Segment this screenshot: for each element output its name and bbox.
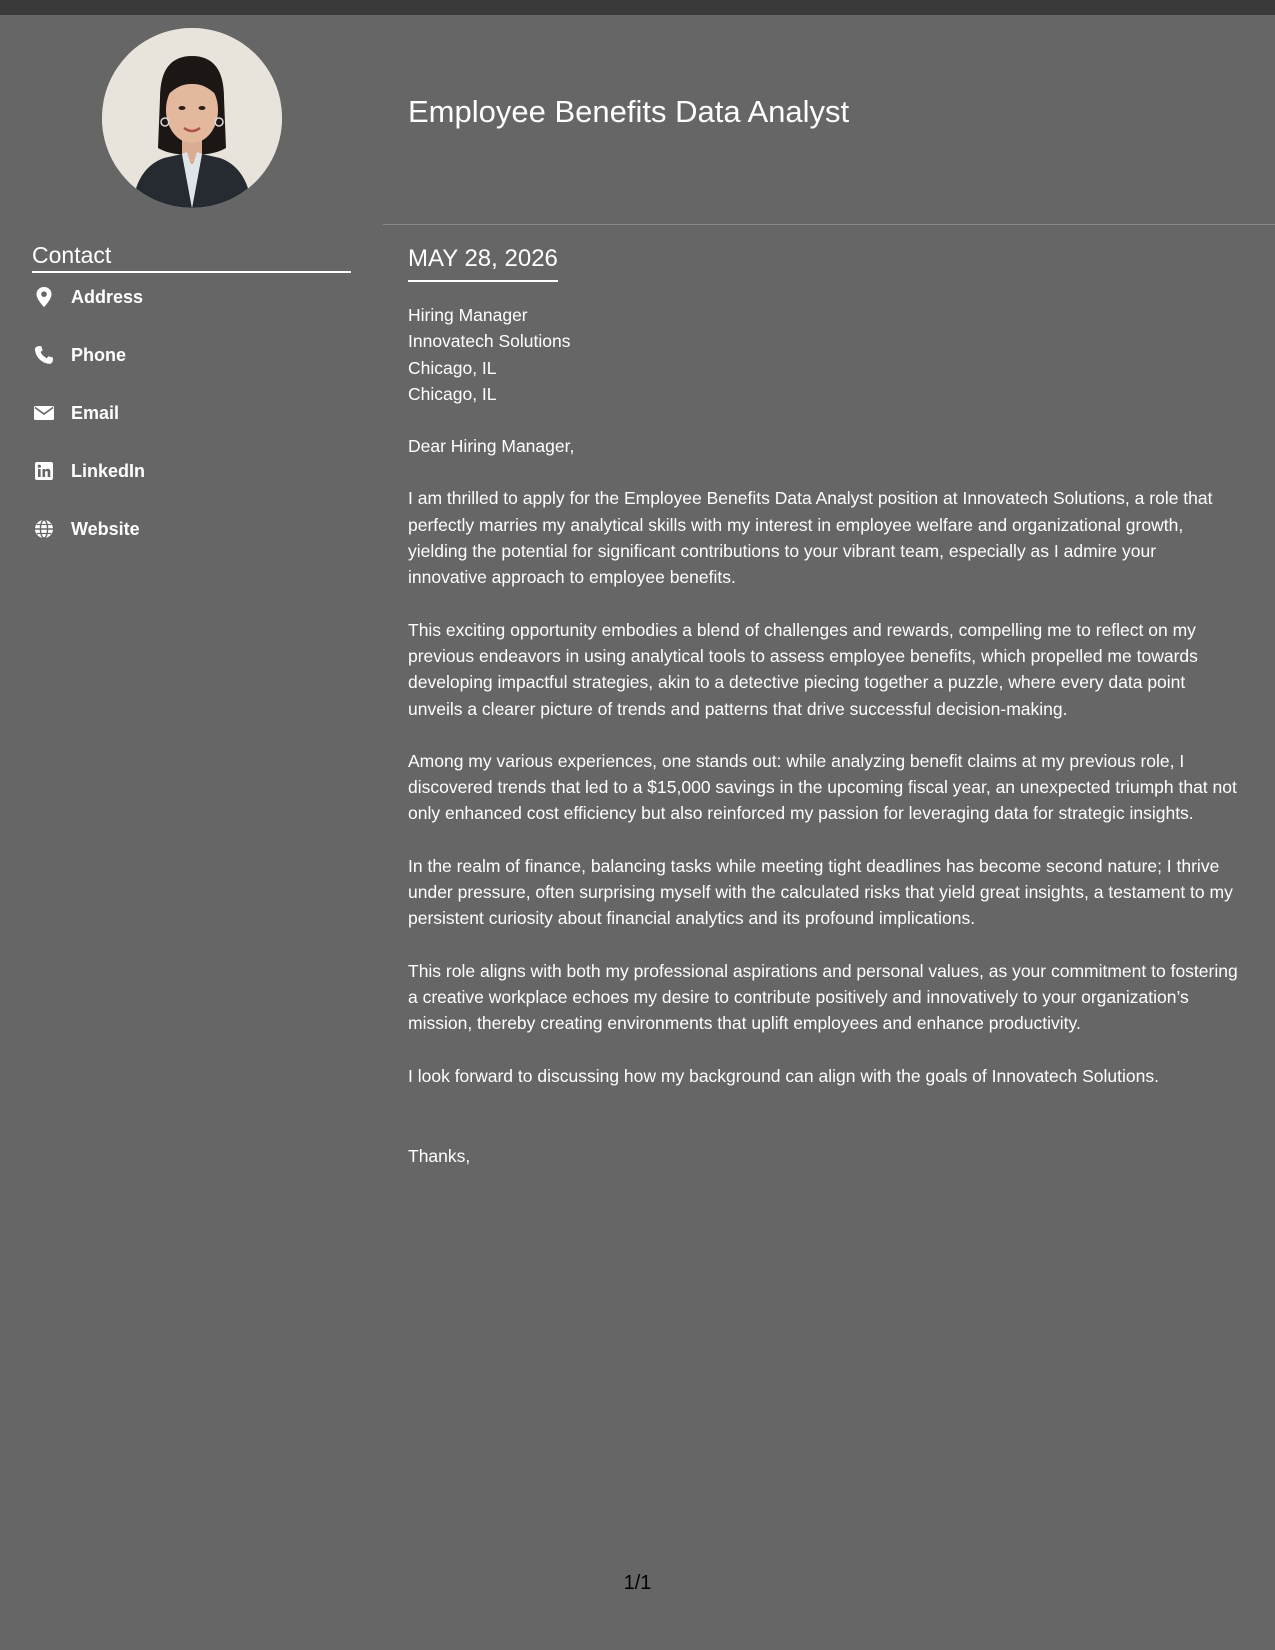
avatar — [102, 28, 282, 208]
recipient-line: Chicago, IL — [408, 383, 497, 404]
recipient-block — [408, 302, 1238, 407]
recipient-line: Chicago, IL — [408, 357, 497, 378]
phone-icon — [32, 343, 56, 367]
salutation: Dear Hiring Manager, — [408, 436, 575, 457]
contact-item-phone[interactable] — [32, 343, 351, 401]
letter-paragraph: This exciting opportunity embodies a blend of challenges and rewards, compelling me to reflect on my previous endeavors in using analytical tools to assess employee benefits, which propelled me towards developing impactful strategies, akin to a detective piecing together a puzzle, where every data point unveils a clearer picture of trends and patterns that drive successful decision-making. — [408, 619, 1198, 719]
recipient-line: Hiring Manager — [408, 305, 528, 325]
header-divider — [383, 224, 1275, 225]
contact-item-address[interactable] — [32, 285, 351, 343]
contact-heading: Contact — [32, 241, 351, 273]
page-number: 1/1 — [623, 1572, 652, 1594]
letter-paragraph: I am thrilled to apply for the Employee Benefits Data Analyst position at Innovatech Solutions, a role that perfectly marries my analytical skills with my interest in employee welfare and organizational growth, yielding the potential for significant contributions to your vibrant team, especially as I admire your innovative approach to employee benefits. — [408, 488, 1213, 588]
letter-date: MAY 28, 2026 — [408, 244, 558, 282]
globe-icon — [32, 517, 56, 541]
contact-label-address: Address — [71, 287, 144, 307]
contact-label-website: Website — [71, 519, 140, 539]
contact-label-email: Email — [71, 403, 120, 423]
contact-label-linkedin: LinkedIn — [71, 461, 146, 481]
sidebar — [0, 15, 382, 1650]
letter-paragraph: In the realm of finance, balancing tasks while meeting tight deadlines has become second nature; I thrive under pressure, often surprising myself with the calculated risks that yield great insights, a testament to my persistent curiosity about financial analytics and its profound implications. — [408, 855, 1233, 929]
page-title: Employee Benefits Data Analyst — [408, 94, 850, 129]
letter-paragraph: This role aligns with both my professional aspirations and personal values, as your commitment to fostering a creative workplace echoes my desire to contribute positively and innovatively to your organization’s mission, thereby creating environments that uplift employees and enhance productivity. — [408, 960, 1238, 1034]
contact-item-linkedin[interactable] — [32, 459, 351, 517]
top-bar — [0, 0, 1275, 15]
map-pin-icon — [32, 285, 56, 309]
letter-paragraph: Among my various experiences, one stands out: while analyzing benefit claims at my previous role, I discovered trends that led to a $15,000 savings in the upcoming fiscal year, an unexpected triumph that not only enhanced cost efficiency but also reinforced my passion for leveraging data for strategic insights. — [408, 750, 1237, 824]
letter-paragraph: I look forward to discussing how my background can align with the goals of Innovatech Solutions. — [408, 1065, 1159, 1086]
recipient-line: Innovatech Solutions — [408, 331, 571, 352]
linkedin-icon — [32, 459, 56, 483]
email-icon — [32, 401, 56, 425]
contact-item-email[interactable] — [32, 401, 351, 459]
portrait-photo — [102, 28, 282, 208]
contact-list — [32, 285, 351, 575]
closing: Thanks, — [408, 1145, 471, 1166]
letter-main — [383, 15, 1275, 1650]
contact-item-website[interactable] — [32, 517, 351, 575]
letter-body — [408, 302, 1238, 1169]
contact-label-phone: Phone — [71, 345, 127, 365]
